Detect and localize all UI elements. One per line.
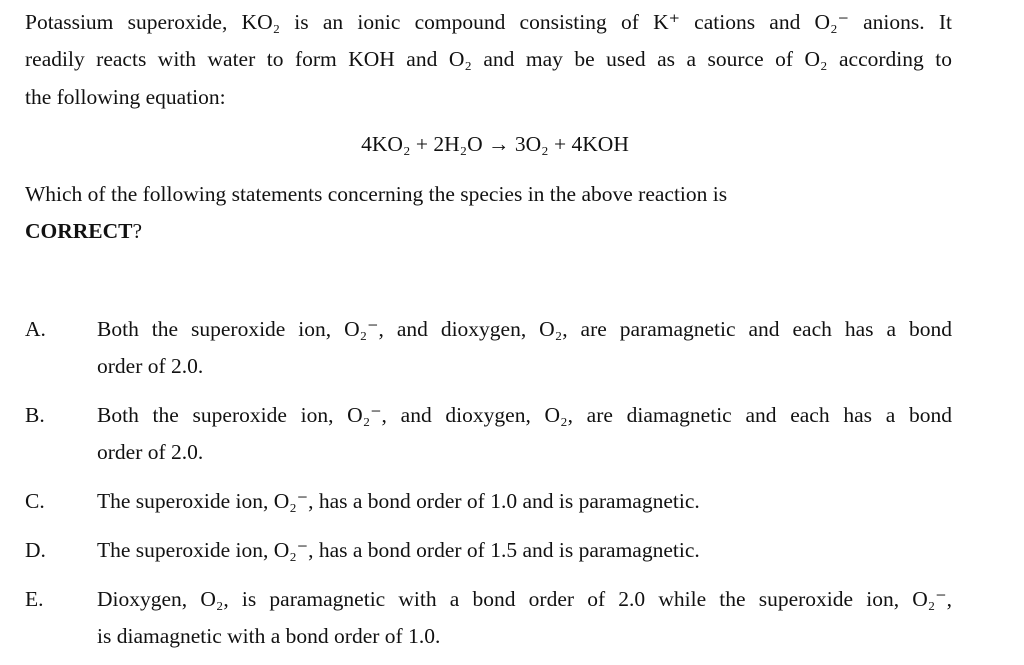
reaction-equation: 4KO₂ + 2H₂O → 3O₂ + 4KOH xyxy=(361,132,629,156)
option-a-letter: A. xyxy=(25,317,46,341)
option-d-line-1: The superoxide ion, O₂⁻, has a bond order of 1.5 and is paramagnetic. xyxy=(97,538,700,562)
option-b-line-1: Both the superoxide ion, O₂⁻, and dioxygen, O₂, are diamagnetic and each has a bond xyxy=(97,403,952,427)
question-mark: ? xyxy=(132,219,143,243)
option-b-letter: B. xyxy=(25,403,45,427)
option-a-line-2: order of 2.0. xyxy=(97,354,204,378)
intro-line-1: Potassium superoxide, KO₂ is an ionic compound consisting of K⁺ cations and O₂⁻ anions. It xyxy=(25,10,952,34)
intro-line-2: readily reacts with water to form KOH and O₂ and may be used as a source of O₂ according to xyxy=(25,47,952,71)
option-d-letter: D. xyxy=(25,538,46,562)
intro-line-3: the following equation: xyxy=(25,85,226,109)
option-e-line-2: is diamagnetic with a bond order of 1.0. xyxy=(97,624,441,648)
question-line-2 xyxy=(25,221,142,243)
question-emphasis: CORRECT xyxy=(25,219,133,243)
question-page xyxy=(25,0,965,665)
option-c-line-1: The superoxide ion, O₂⁻, has a bond order of 1.0 and is paramagnetic. xyxy=(97,489,700,513)
option-b-line-2: order of 2.0. xyxy=(97,440,204,464)
option-e-letter: E. xyxy=(25,587,44,611)
question-line-1: Which of the following statements concerning the species in the above reaction is xyxy=(25,182,728,206)
option-c-letter: C. xyxy=(25,489,45,513)
option-a-line-1: Both the superoxide ion, O₂⁻, and dioxygen, O₂, are paramagnetic and each has a bond xyxy=(97,317,952,341)
option-e-line-1: Dioxygen, O₂, is paramagnetic with a bond order of 2.0 while the superoxide ion, O₂⁻, xyxy=(97,587,952,611)
